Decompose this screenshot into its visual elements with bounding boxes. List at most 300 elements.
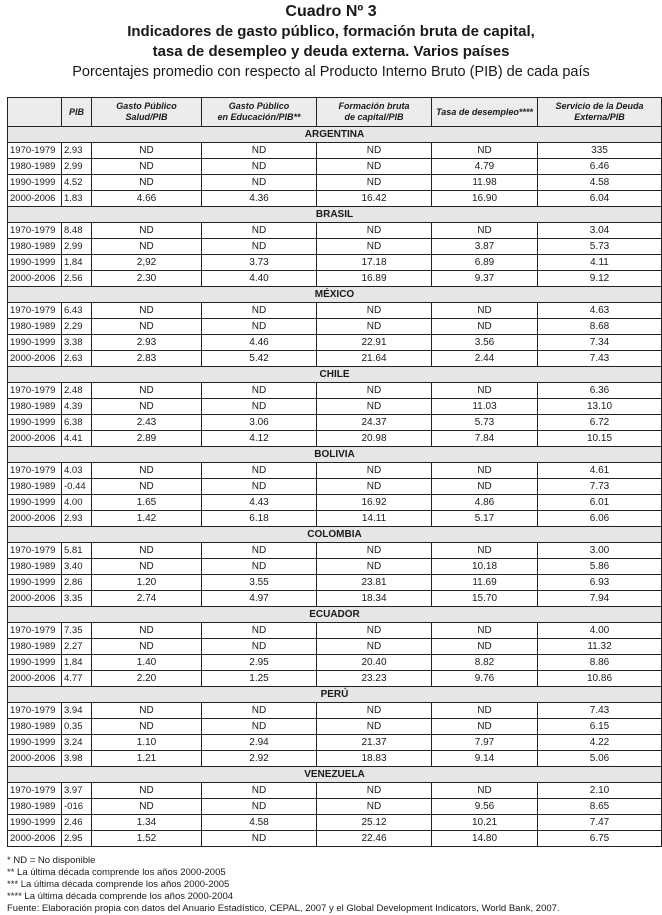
cell-educacion: ND: [202, 543, 317, 559]
cell-desempleo: ND: [432, 719, 538, 735]
source-note: Fuente: Elaboración propia con datos del Anuario Estadístico, CEPAL, 2007 y el Global Development Indicators, World Bank, 2007.: [7, 903, 560, 914]
cell-formacion: 18.83: [317, 751, 432, 767]
cell-desempleo: ND: [432, 623, 538, 639]
cell-pib: 2.56: [62, 271, 92, 287]
cell-salud: ND: [92, 239, 202, 255]
cell-period: 1990-1999: [8, 735, 62, 751]
cell-desempleo: ND: [432, 463, 538, 479]
cell-salud: ND: [92, 783, 202, 799]
cell-formacion: 23.81: [317, 575, 432, 591]
cell-salud: ND: [92, 319, 202, 335]
cell-educacion: ND: [202, 479, 317, 495]
cell-desempleo: 4.79: [432, 159, 538, 175]
header-educacion: [202, 98, 317, 127]
cell-period: 1990-1999: [8, 415, 62, 431]
cell-formacion: 14.11: [317, 511, 432, 527]
cell-period: 1990-1999: [8, 815, 62, 831]
table-row: [8, 735, 662, 751]
cell-formacion: 20.40: [317, 655, 432, 671]
cell-desempleo: 7.84: [432, 431, 538, 447]
cell-desempleo: 16.90: [432, 191, 538, 207]
country-name: PERÚ: [8, 687, 662, 703]
header-formacion: [317, 98, 432, 127]
table-row: [8, 671, 662, 687]
country-name: MÉXICO: [8, 287, 662, 303]
cell-educacion: 5.42: [202, 351, 317, 367]
cell-formacion: ND: [317, 639, 432, 655]
cell-salud: 1.34: [92, 815, 202, 831]
cell-salud: ND: [92, 143, 202, 159]
table-row: [8, 751, 662, 767]
cell-period: 1980-1989: [8, 159, 62, 175]
cell-desempleo: 4.86: [432, 495, 538, 511]
cell-educacion: 3.73: [202, 255, 317, 271]
country-row: [8, 527, 662, 543]
cell-period: 2000-2006: [8, 591, 62, 607]
header-formacion-line-1: Formación bruta: [338, 101, 410, 111]
header-deuda-line-2: Externa/PIB: [574, 112, 625, 122]
cell-pib: 5.81: [62, 543, 92, 559]
cell-deuda: 3.04: [538, 223, 662, 239]
cell-pib: 1.84: [62, 655, 92, 671]
cell-formacion: 25.12: [317, 815, 432, 831]
cell-period: 1990-1999: [8, 175, 62, 191]
cell-deuda: 10.15: [538, 431, 662, 447]
cell-desempleo: ND: [432, 479, 538, 495]
cell-formacion: ND: [317, 623, 432, 639]
cell-desempleo: ND: [432, 783, 538, 799]
cell-salud: 2.93: [92, 335, 202, 351]
cell-salud: ND: [92, 623, 202, 639]
country-row: [8, 207, 662, 223]
country-name: CHILE: [8, 367, 662, 383]
cell-deuda: 6.06: [538, 511, 662, 527]
cell-period: 2000-2006: [8, 431, 62, 447]
cell-salud: 1.65: [92, 495, 202, 511]
cell-formacion: ND: [317, 719, 432, 735]
cell-desempleo: 9.14: [432, 751, 538, 767]
cell-period: 1980-1989: [8, 399, 62, 415]
cell-salud: 1.42: [92, 511, 202, 527]
cell-desempleo: 14.80: [432, 831, 538, 847]
table-row: [8, 191, 662, 207]
table-row: [8, 831, 662, 847]
cell-pib: 4.41: [62, 431, 92, 447]
header-formacion-line-2: de capital/PIB: [344, 112, 404, 122]
cell-educacion: ND: [202, 319, 317, 335]
cell-period: 1970-1979: [8, 223, 62, 239]
cell-formacion: 16.89: [317, 271, 432, 287]
cell-educacion: ND: [202, 639, 317, 655]
cell-deuda: 8.65: [538, 799, 662, 815]
cell-pib: 2.99: [62, 239, 92, 255]
country-row: [8, 767, 662, 783]
cell-salud: 2.74: [92, 591, 202, 607]
cell-formacion: ND: [317, 223, 432, 239]
cell-deuda: 5.86: [538, 559, 662, 575]
cell-period: 1970-1979: [8, 143, 62, 159]
table-title-line-1: Indicadores de gasto público, formación bruta de capital,: [127, 23, 535, 40]
cell-salud: 1.10: [92, 735, 202, 751]
cell-salud: ND: [92, 799, 202, 815]
header-pib: PIB: [62, 98, 92, 127]
cell-period: 2000-2006: [8, 751, 62, 767]
table-row: [8, 623, 662, 639]
footnote-4: **** La última década comprende los años 2000-2004: [7, 891, 234, 902]
table-row: [8, 815, 662, 831]
cell-salud: ND: [92, 175, 202, 191]
cell-salud: 1.20: [92, 575, 202, 591]
table-row: [8, 175, 662, 191]
header-educacion-line-1: Gasto Público: [228, 101, 290, 111]
cell-period: 2000-2006: [8, 271, 62, 287]
cell-formacion: ND: [317, 479, 432, 495]
cell-formacion: ND: [317, 783, 432, 799]
cell-deuda: 6.46: [538, 159, 662, 175]
cell-educacion: ND: [202, 799, 317, 815]
cell-desempleo: ND: [432, 383, 538, 399]
cell-educacion: ND: [202, 175, 317, 191]
cell-formacion: ND: [317, 175, 432, 191]
cell-educacion: ND: [202, 719, 317, 735]
cell-desempleo: ND: [432, 223, 538, 239]
cell-formacion: ND: [317, 559, 432, 575]
cell-pib: 3.24: [62, 735, 92, 751]
table-row: [8, 303, 662, 319]
cell-educacion: ND: [202, 223, 317, 239]
table-row: [8, 543, 662, 559]
header-row: [8, 98, 662, 127]
cell-pib: 2.29: [62, 319, 92, 335]
cell-salud: ND: [92, 703, 202, 719]
table-row: [8, 591, 662, 607]
cell-period: 1970-1979: [8, 623, 62, 639]
cell-deuda: 5.73: [538, 239, 662, 255]
cell-desempleo: ND: [432, 319, 538, 335]
cell-educacion: ND: [202, 463, 317, 479]
cell-educacion: ND: [202, 143, 317, 159]
cell-educacion: 4.12: [202, 431, 317, 447]
cell-period: 1980-1989: [8, 479, 62, 495]
table-row: [8, 575, 662, 591]
cell-formacion: 17.18: [317, 255, 432, 271]
table-row: [8, 495, 662, 511]
cell-period: 2000-2006: [8, 351, 62, 367]
cell-pib: 3.35: [62, 591, 92, 607]
cell-desempleo: 11.98: [432, 175, 538, 191]
footnote-2: ** La última década comprende los años 2000-2005: [7, 867, 226, 878]
cell-pib: -016: [62, 799, 92, 815]
table-row: [8, 783, 662, 799]
cell-formacion: ND: [317, 703, 432, 719]
cell-educacion: ND: [202, 399, 317, 415]
cell-deuda: 5.06: [538, 751, 662, 767]
cell-educacion: ND: [202, 783, 317, 799]
cell-period: 1980-1989: [8, 639, 62, 655]
cell-educacion: 6.18: [202, 511, 317, 527]
cell-desempleo: 5.17: [432, 511, 538, 527]
cell-salud: ND: [92, 543, 202, 559]
header-deuda-line-1: Servicio de la Deuda: [555, 101, 644, 111]
cell-educacion: 4.40: [202, 271, 317, 287]
cell-educacion: 2.92: [202, 751, 317, 767]
cell-desempleo: 7.97: [432, 735, 538, 751]
cell-salud: 2.43: [92, 415, 202, 431]
cell-desempleo: 3.87: [432, 239, 538, 255]
cell-desempleo: 6.89: [432, 255, 538, 271]
table-subtitle: Porcentajes promedio con respecto al Producto Interno Bruto (PIB) de cada país: [72, 64, 590, 80]
cell-deuda: 6.75: [538, 831, 662, 847]
table-row: [8, 703, 662, 719]
cell-pib: 3.40: [62, 559, 92, 575]
cell-formacion: 16.42: [317, 191, 432, 207]
cell-formacion: ND: [317, 543, 432, 559]
cell-deuda: 6.36: [538, 383, 662, 399]
cell-desempleo: ND: [432, 143, 538, 159]
cell-educacion: ND: [202, 303, 317, 319]
cell-pib: 1.83: [62, 191, 92, 207]
table-row: [8, 159, 662, 175]
cell-deuda: 4.11: [538, 255, 662, 271]
cell-formacion: ND: [317, 319, 432, 335]
cell-pib: 4.00: [62, 495, 92, 511]
cell-educacion: ND: [202, 703, 317, 719]
table-row: [8, 415, 662, 431]
cell-desempleo: 9.56: [432, 799, 538, 815]
table-row: [8, 559, 662, 575]
country-row: [8, 607, 662, 623]
cell-period: 2000-2006: [8, 671, 62, 687]
cell-desempleo: 8.82: [432, 655, 538, 671]
cell-formacion: ND: [317, 159, 432, 175]
cell-deuda: 6.04: [538, 191, 662, 207]
cell-pib: 8.48: [62, 223, 92, 239]
cell-period: 1990-1999: [8, 575, 62, 591]
cell-period: 1970-1979: [8, 383, 62, 399]
cell-desempleo: ND: [432, 703, 538, 719]
table-row: [8, 223, 662, 239]
cell-educacion: ND: [202, 559, 317, 575]
table-number: Cuadro Nº 3: [285, 3, 377, 20]
table-row: [8, 511, 662, 527]
cell-desempleo: 10.18: [432, 559, 538, 575]
cell-period: 2000-2006: [8, 191, 62, 207]
cell-desempleo: 2.44: [432, 351, 538, 367]
country-name: ARGENTINA: [8, 127, 662, 143]
cell-pib: 2.48: [62, 383, 92, 399]
country-name: ECUADOR: [8, 607, 662, 623]
cell-salud: ND: [92, 639, 202, 655]
cell-deuda: 8.68: [538, 319, 662, 335]
table-row: [8, 271, 662, 287]
cell-deuda: 6.01: [538, 495, 662, 511]
cell-period: 1990-1999: [8, 335, 62, 351]
cell-salud: 4.66: [92, 191, 202, 207]
country-name: COLOMBIA: [8, 527, 662, 543]
cell-period: 1980-1989: [8, 719, 62, 735]
cell-pib: 2.95: [62, 831, 92, 847]
table-row: [8, 255, 662, 271]
cell-pib: 3.94: [62, 703, 92, 719]
cell-pib: 2.46: [62, 815, 92, 831]
table-body: [8, 127, 662, 847]
table-row: [8, 479, 662, 495]
cell-salud: ND: [92, 303, 202, 319]
cell-educacion: 3.06: [202, 415, 317, 431]
table-title-line-2: tasa de desempleo y deuda externa. Varios países: [152, 43, 510, 60]
cell-deuda: 9.12: [538, 271, 662, 287]
cell-pib: 7.35: [62, 623, 92, 639]
cell-salud: 2.20: [92, 671, 202, 687]
cell-salud: 1.52: [92, 831, 202, 847]
country-name: BOLIVIA: [8, 447, 662, 463]
table-row: [8, 799, 662, 815]
cell-educacion: ND: [202, 623, 317, 639]
cell-formacion: ND: [317, 239, 432, 255]
cell-deuda: 7.43: [538, 703, 662, 719]
country-row: [8, 127, 662, 143]
cell-pib: 2.27: [62, 639, 92, 655]
cell-deuda: 7.94: [538, 591, 662, 607]
table-row: [8, 639, 662, 655]
cell-formacion: ND: [317, 799, 432, 815]
table-row: [8, 719, 662, 735]
country-name: VENEZUELA: [8, 767, 662, 783]
cell-desempleo: 3.56: [432, 335, 538, 351]
cell-formacion: ND: [317, 143, 432, 159]
cell-deuda: 7.47: [538, 815, 662, 831]
footnotes: [7, 855, 661, 915]
cell-pib: 2.93: [62, 511, 92, 527]
cell-period: 1980-1989: [8, 319, 62, 335]
cell-desempleo: ND: [432, 639, 538, 655]
cell-salud: ND: [92, 463, 202, 479]
cell-formacion: 16.92: [317, 495, 432, 511]
cell-period: 2000-2006: [8, 831, 62, 847]
table-row: [8, 463, 662, 479]
cell-pib: 0.35: [62, 719, 92, 735]
country-row: [8, 367, 662, 383]
table-row: [8, 351, 662, 367]
cell-educacion: ND: [202, 831, 317, 847]
cell-deuda: 7.43: [538, 351, 662, 367]
cell-pib: -0.44: [62, 479, 92, 495]
cell-salud: ND: [92, 399, 202, 415]
cell-formacion: 21.37: [317, 735, 432, 751]
cell-pib: 2.93: [62, 143, 92, 159]
cell-deuda: 10.86: [538, 671, 662, 687]
cell-deuda: 6.93: [538, 575, 662, 591]
cell-period: 1970-1979: [8, 543, 62, 559]
header-educacion-line-2: en Educación/PIB**: [217, 112, 301, 122]
cell-pib: 4.52: [62, 175, 92, 191]
table-row: [8, 335, 662, 351]
cell-deuda: 4.00: [538, 623, 662, 639]
cell-deuda: 13.10: [538, 399, 662, 415]
cell-desempleo: 9.76: [432, 671, 538, 687]
cell-educacion: 4.58: [202, 815, 317, 831]
cell-salud: 2.89: [92, 431, 202, 447]
cell-salud: 2.83: [92, 351, 202, 367]
table-row: [8, 239, 662, 255]
cell-desempleo: 11.03: [432, 399, 538, 415]
cell-salud: ND: [92, 479, 202, 495]
cell-educacion: 3.55: [202, 575, 317, 591]
cell-formacion: 24.37: [317, 415, 432, 431]
cell-desempleo: 11.69: [432, 575, 538, 591]
cell-period: 1980-1989: [8, 559, 62, 575]
table-row: [8, 319, 662, 335]
cell-salud: ND: [92, 559, 202, 575]
cell-deuda: 335: [538, 143, 662, 159]
cell-deuda: 7.73: [538, 479, 662, 495]
cell-pib: 6.38: [62, 415, 92, 431]
cell-salud: ND: [92, 223, 202, 239]
table-caption: [0, 0, 662, 82]
cell-period: 1990-1999: [8, 255, 62, 271]
cell-formacion: ND: [317, 303, 432, 319]
cell-pib: 2.99: [62, 159, 92, 175]
cell-period: 1990-1999: [8, 495, 62, 511]
cell-educacion: ND: [202, 239, 317, 255]
cell-formacion: 22.46: [317, 831, 432, 847]
cell-salud: 2,92: [92, 255, 202, 271]
cell-pib: 2.86: [62, 575, 92, 591]
cell-formacion: 21.64: [317, 351, 432, 367]
cell-salud: ND: [92, 383, 202, 399]
table-row: [8, 399, 662, 415]
country-row: [8, 287, 662, 303]
footnote-3: *** La última década comprende los años 2000-2005: [7, 879, 230, 890]
cell-educacion: ND: [202, 159, 317, 175]
cell-educacion: 1.25: [202, 671, 317, 687]
cell-desempleo: 9.37: [432, 271, 538, 287]
cell-pib: 1.84: [62, 255, 92, 271]
cell-formacion: 23.23: [317, 671, 432, 687]
cell-educacion: ND: [202, 383, 317, 399]
cell-deuda: 11.32: [538, 639, 662, 655]
cell-educacion: 4.46: [202, 335, 317, 351]
cell-salud: 1.21: [92, 751, 202, 767]
cell-educacion: 4.97: [202, 591, 317, 607]
cell-deuda: 3.00: [538, 543, 662, 559]
cell-period: 1980-1989: [8, 239, 62, 255]
cell-deuda: 4.58: [538, 175, 662, 191]
cell-deuda: 6.72: [538, 415, 662, 431]
table-row: [8, 431, 662, 447]
cell-formacion: 22.91: [317, 335, 432, 351]
cell-desempleo: ND: [432, 543, 538, 559]
cell-pib: 4.39: [62, 399, 92, 415]
cell-period: 2000-2006: [8, 511, 62, 527]
cell-pib: 2.63: [62, 351, 92, 367]
cell-salud: ND: [92, 719, 202, 735]
cell-formacion: ND: [317, 383, 432, 399]
indicators-table: [7, 97, 662, 847]
cell-educacion: 4.43: [202, 495, 317, 511]
country-row: [8, 687, 662, 703]
cell-pib: 3.97: [62, 783, 92, 799]
header-period: [8, 98, 62, 127]
cell-desempleo: 10.21: [432, 815, 538, 831]
cell-deuda: 8.86: [538, 655, 662, 671]
cell-desempleo: 5.73: [432, 415, 538, 431]
cell-formacion: 20.98: [317, 431, 432, 447]
cell-deuda: 4.61: [538, 463, 662, 479]
cell-educacion: 2.94: [202, 735, 317, 751]
country-row: [8, 447, 662, 463]
footnote-nd: * ND = No disponible: [7, 855, 96, 866]
